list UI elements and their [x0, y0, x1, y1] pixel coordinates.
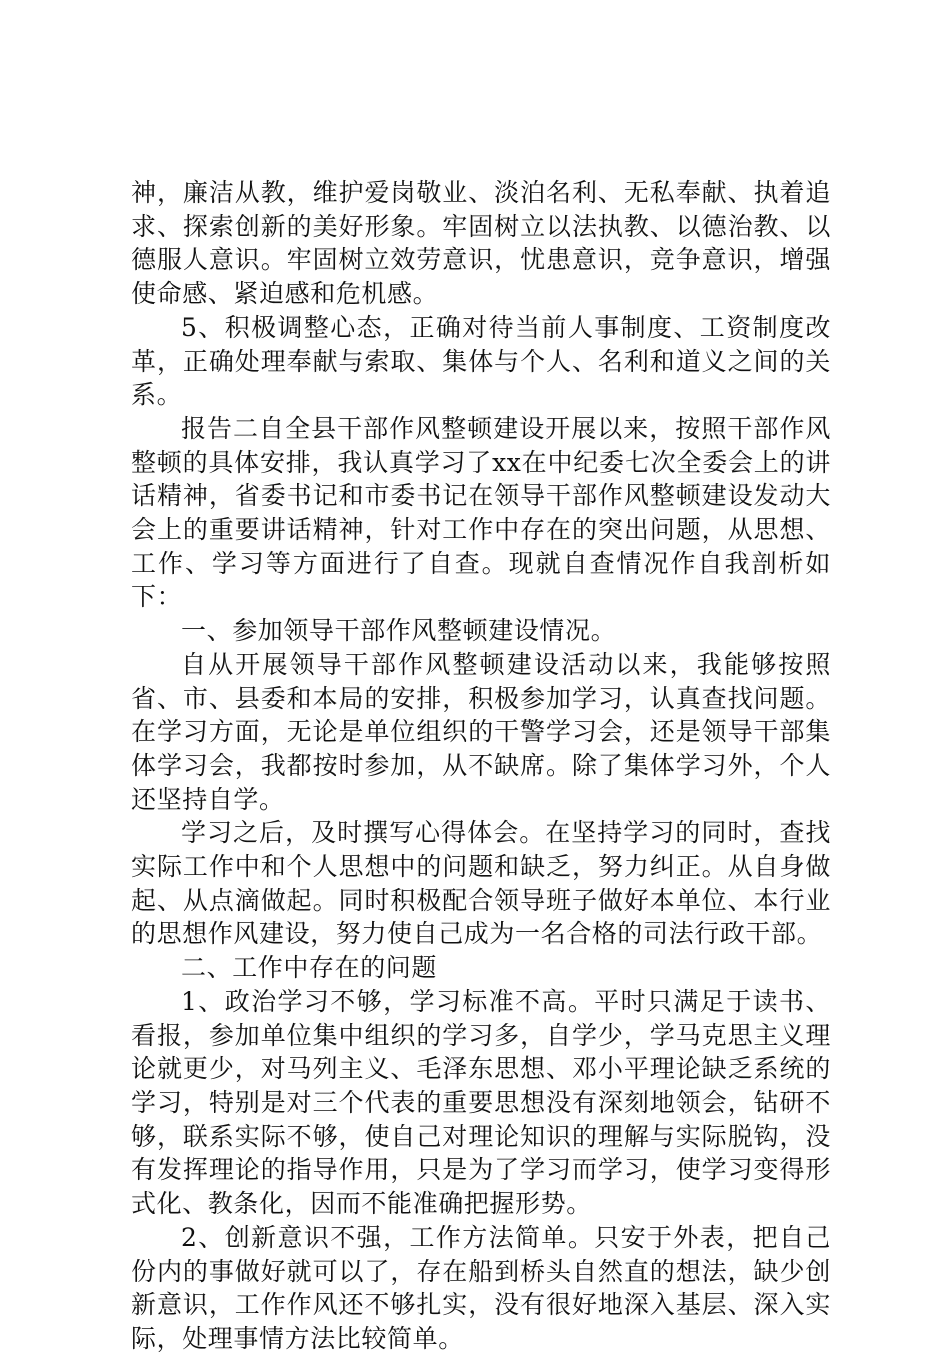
paragraph-after-study: 学习之后，及时撰写心得体会。在坚持学习的同时，查找实际工作中和个人思想中的问题和缺乏，努力纠正。从自身做起、从点滴做起。同时积极配合领导班子做好本单位、本行业的思想作风建设，努力使自己成为一名合格的司法行政干部。	[131, 818, 831, 949]
paragraph-item-5: 5、积极调整心态，正确对待当前人事制度、工资制度改革，正确处理奉献与索取、集体与个人、名利和道义之间的关系。	[131, 312, 831, 410]
paragraph-continuation: 神，廉洁从教，维护爱岗敬业、淡泊名利、无私奉献、执着追求、探索创新的美好形象。牢固树立以法执教、以德治教、以德服人意识。牢固树立效劳意识，忧患意识，竞争意识，增强使命感、紧迫感和危机感。	[131, 178, 831, 309]
paragraph-problem-1: 1、政治学习不够，学习标准不高。平时只满足于读书、看报，参加单位集中组织的学习多，自学少，学马克思主义理论就更少，对马列主义、毛泽东思想、邓小平理论缺乏系统的学习，特别是对三个代表的重要思想没有深刻地领会，钻研不够，联系实际不够，使自己对理论知识的理解与实际脱钩，没有发挥理论的指导作用，只是为了学习而学习，使学习变得形式化、教条化，因而不能准确把握形势。	[131, 986, 831, 1219]
section-heading-two: 二、工作中存在的问题	[181, 953, 438, 983]
paragraph-report-two-intro: 报告二自全县干部作风整顿建设开展以来，按照干部作风整顿的具体安排，我认真学习了xx在中纪委七次全委会上的讲话精神，省委书记和市委书记在领导干部作风整顿建设发动大会上的重要讲话精神，针对工作中存在的突出问题，从思想、工作、学习等方面进行了自查。现就自查情况作自我剖析如下：	[131, 413, 831, 612]
section-heading-one: 一、参加领导干部作风整顿建设情况。	[181, 616, 617, 646]
paragraph-participation: 自从开展领导干部作风整顿建设活动以来，我能够按照省、市、县委和本局的安排，积极参加学习，认真查找问题。在学习方面，无论是单位组织的干警学习会，还是领导干部集体学习会，我都按时参加，从不缺席。除了集体学习外，个人还坚持自学。	[131, 649, 831, 814]
paragraph-problem-2: 2、创新意识不强，工作方法简单。只安于外表，把自己份内的事做好就可以了，存在船到桥头自然直的想法，缺少创新意识，工作作风还不够扎实，没有很好地深入基层、深入实际，处理事情方法比较简单。	[131, 1222, 831, 1353]
document-body	[131, 176, 831, 1356]
